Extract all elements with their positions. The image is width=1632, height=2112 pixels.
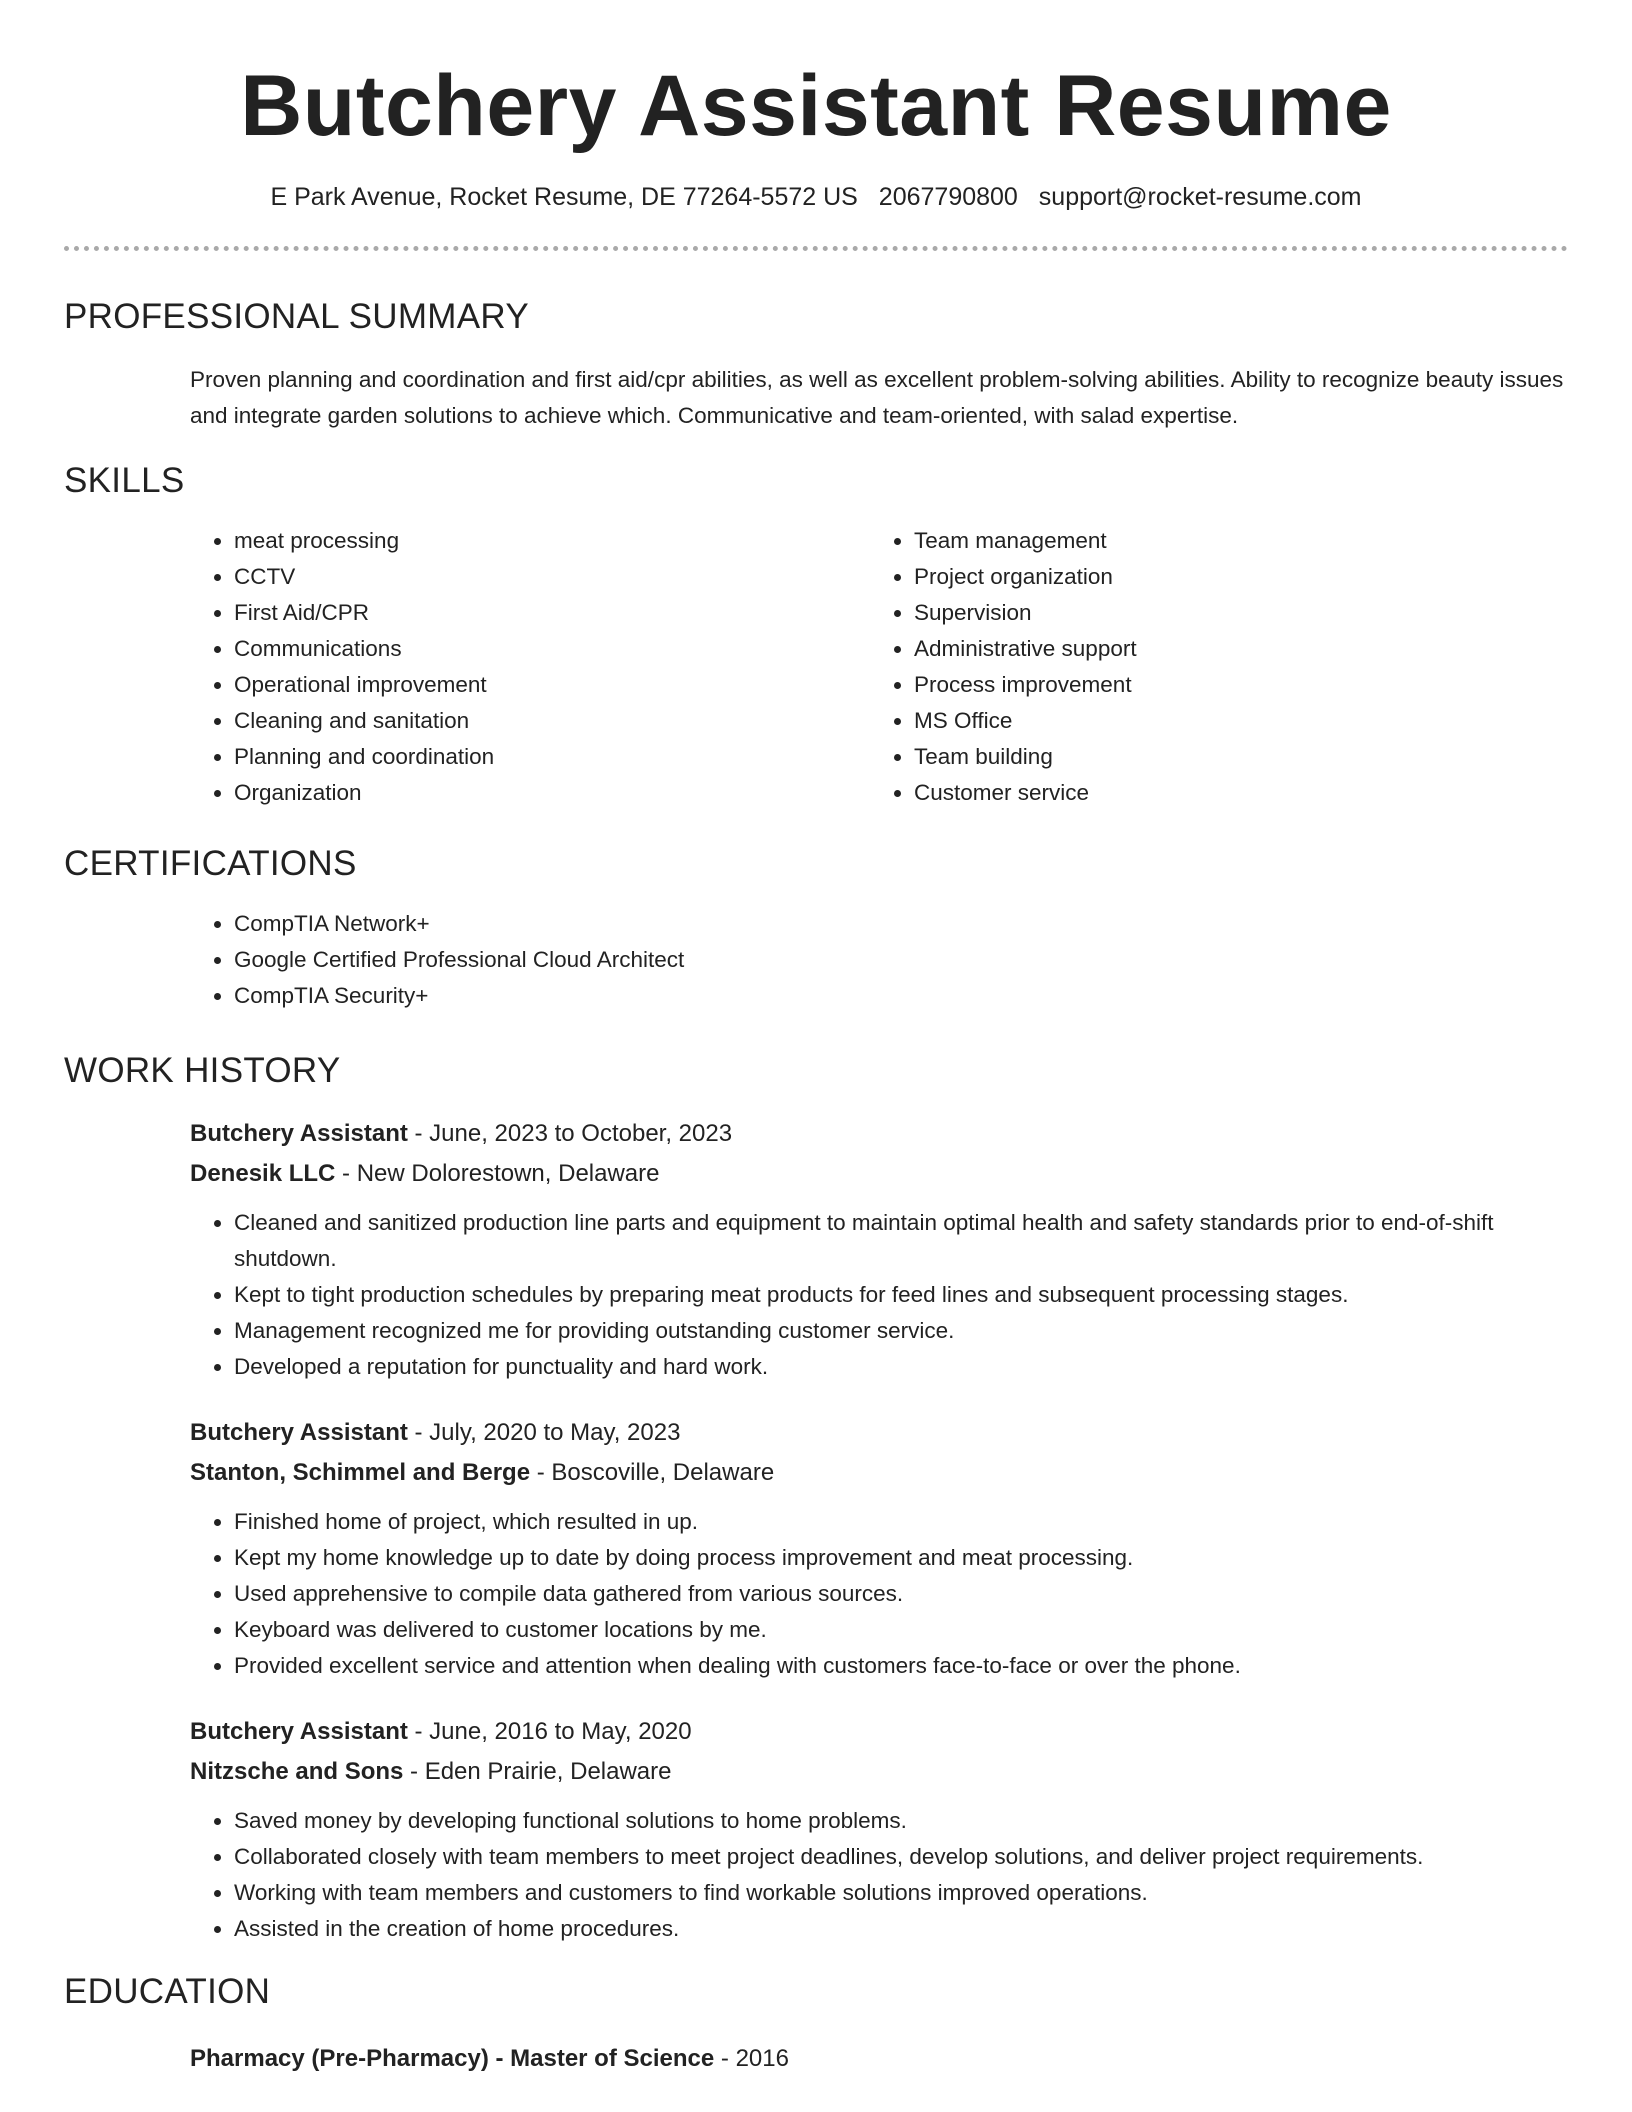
contact-phone: 2067790800 [878,183,1018,211]
job-title: Butchery Assistant [190,1120,408,1147]
job-title-line [190,1114,1568,1154]
job-location: - Boscoville, Delaware [530,1459,775,1486]
job-entry [190,1114,1568,1385]
certification-item: • Google Certified Professional Cloud Architect [234,942,1568,978]
skill-item: • First Aid/CPR [234,595,870,631]
education-heading: EDUCATION [64,1972,271,2011]
education-year: - 2016 [714,2045,789,2072]
job-bullet: • Finished home of project, which resulted in up. [234,1504,1568,1540]
job-company-line [190,1154,1568,1194]
job-company-line [190,1453,1568,1493]
contact-address: E Park Avenue, Rocket Resume, DE 77264-5572 US [270,183,858,211]
certifications-heading: CERTIFICATIONS [64,844,357,883]
job-bullets [190,1803,1568,1947]
job-bullet: • Collaborated closely with team members to meet project deadlines, develop solutions, and deliver project requirements. [234,1839,1568,1875]
job-dates: - July, 2020 to May, 2023 [407,1419,681,1446]
resume-title: Butchery Assistant Resume [240,58,1392,154]
skill-item: • CCTV [234,559,870,595]
job-bullet: • Assisted in the creation of home procedures. [234,1911,1568,1947]
job-bullet: • Kept to tight production schedules by preparing meat products for feed lines and subsequent processing stages. [234,1277,1568,1313]
skill-item: • Process improvement [914,667,1550,703]
job-bullet: • Working with team members and customers to find workable solutions improved operations. [234,1875,1568,1911]
skill-item: • meat processing [234,523,870,559]
job-entry [190,1712,1568,1947]
job-company: Nitzsche and Sons [190,1758,404,1785]
skill-item: • Customer service [914,775,1550,811]
job-bullet: • Developed a reputation for punctuality and hard work. [234,1349,1568,1385]
job-bullet: • Management recognized me for providing outstanding customer service. [234,1313,1568,1349]
contact-email: support@rocket-resume.com [1038,183,1362,211]
job-title-line [190,1712,1568,1752]
job-title: Butchery Assistant [190,1419,408,1446]
education-entry [190,2039,1568,2079]
job-bullet: • Keyboard was delivered to customer locations by me. [234,1612,1568,1648]
job-dates: - June, 2023 to October, 2023 [407,1120,733,1147]
job-company: Denesik LLC [190,1160,336,1187]
skill-item: • Organization [234,775,870,811]
contact-line [64,182,1568,212]
skills-list [190,523,1568,811]
job-bullet: • Saved money by developing functional solutions to home problems. [234,1803,1568,1839]
skill-item: • Communications [234,631,870,667]
skill-item: • Team management [914,523,1550,559]
job-bullets [190,1205,1568,1385]
skill-item: • Planning and coordination [234,739,870,775]
skills-column-right [870,523,1550,811]
job-location: - Eden Prairie, Delaware [403,1758,672,1785]
skill-item: • Project organization [914,559,1550,595]
skill-item: • Operational improvement [234,667,870,703]
job-bullet: • Kept my home knowledge up to date by doing process improvement and meat processing. [234,1540,1568,1576]
skills-heading: SKILLS [64,461,185,500]
resume-page [64,0,1568,2079]
job-title: Butchery Assistant [190,1718,408,1745]
job-company-line [190,1752,1568,1792]
job-dates: - June, 2016 to May, 2020 [407,1718,692,1745]
job-location: - New Dolorestown, Delaware [335,1160,660,1187]
certification-item: • CompTIA Security+ [234,978,1568,1014]
job-bullet: • Provided excellent service and attention when dealing with customers face-to-face or over the phone. [234,1648,1568,1684]
header-divider [64,246,1568,251]
summary-text: Proven planning and coordination and first aid/cpr abilities, as well as excellent problem-solving abilities. Ability to recognize beauty issues and integrate garden solutions to achieve which. Communicative and team-oriented, with salad expertise. [190,367,1564,428]
skill-item: • MS Office [914,703,1550,739]
skill-item: • Cleaning and sanitation [234,703,870,739]
skills-column-left [190,523,870,811]
skill-item: • Team building [914,739,1550,775]
skill-item: • Administrative support [914,631,1550,667]
job-bullets [190,1504,1568,1684]
summary-heading: PROFESSIONAL SUMMARY [64,297,529,336]
job-entry [190,1413,1568,1684]
certifications-list [190,906,1568,1014]
job-bullet: • Cleaned and sanitized production line parts and equipment to maintain optimal health and safety standards prior to end-of-shift shutdown. [234,1205,1568,1277]
skill-item: • Supervision [914,595,1550,631]
education-degree: Pharmacy (Pre-Pharmacy) - Master of Science [190,2045,715,2072]
certification-item: • CompTIA Network+ [234,906,1568,942]
job-bullet: • Used apprehensive to compile data gathered from various sources. [234,1576,1568,1612]
job-title-line [190,1413,1568,1453]
work-history-heading: WORK HISTORY [64,1051,341,1090]
job-company: Stanton, Schimmel and Berge [190,1459,531,1486]
